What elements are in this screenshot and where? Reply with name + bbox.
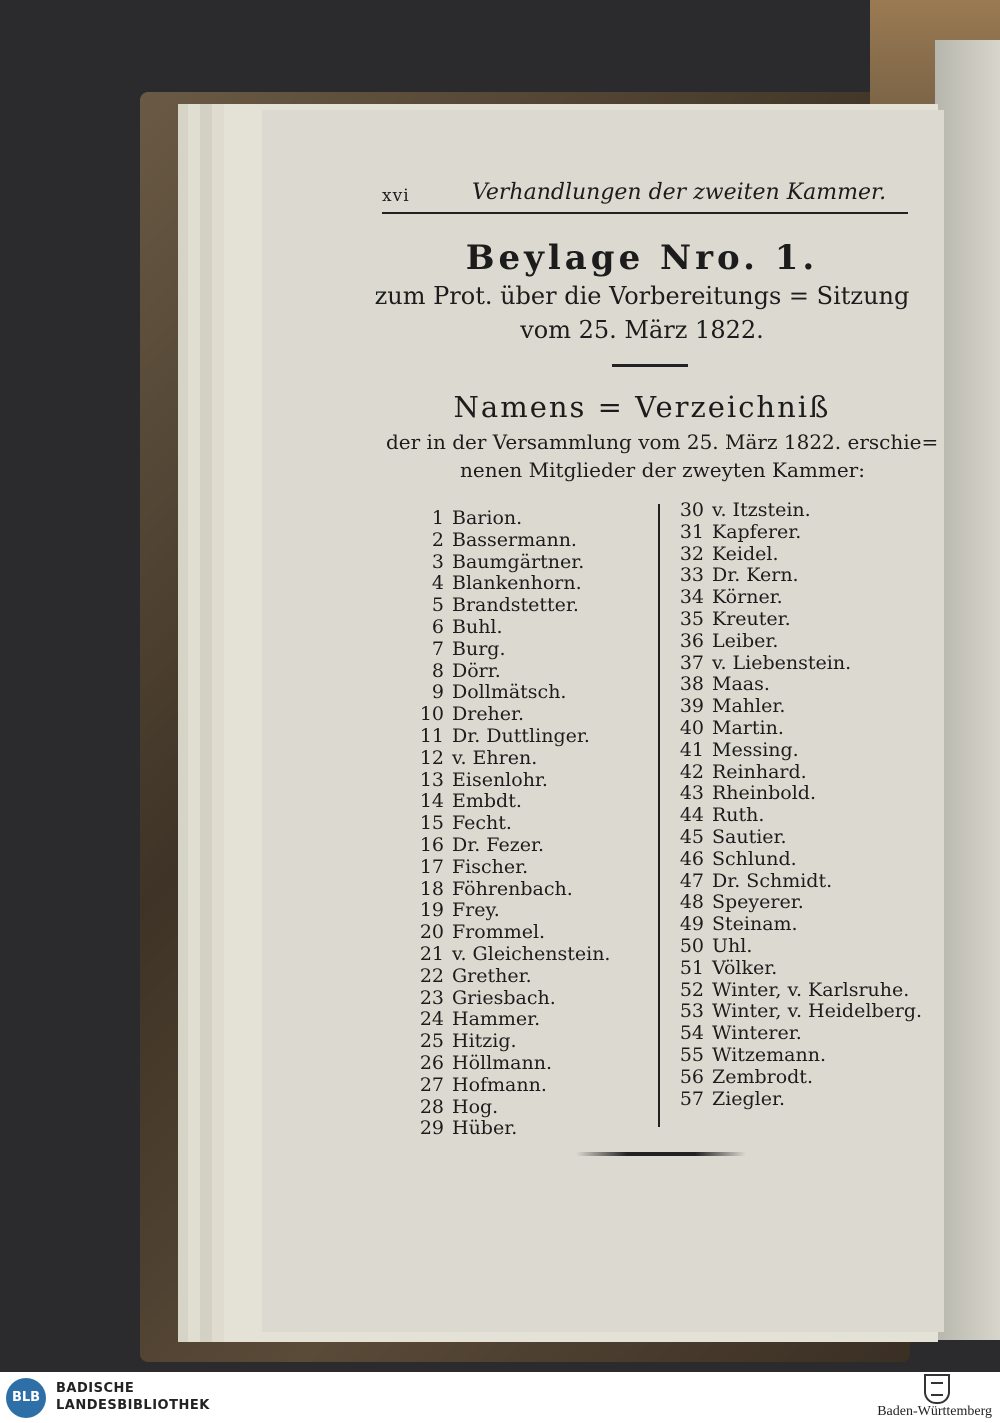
member-entry — [408, 966, 610, 988]
running-title: Verhandlungen der zweiten Kammer. — [472, 180, 887, 205]
library-name-line1: BADISCHE — [56, 1381, 135, 1396]
member-name: Körner. — [712, 586, 783, 609]
member-entry — [408, 770, 610, 792]
member-entry — [668, 565, 922, 587]
member-number: 4 — [431, 572, 444, 595]
member-entry — [408, 595, 610, 617]
member-entry — [668, 718, 922, 740]
member-name: Kapferer. — [712, 520, 802, 543]
member-entry — [668, 1089, 922, 1111]
member-number: 52 — [679, 978, 704, 1001]
member-name: Dreher. — [452, 703, 525, 726]
member-number: 19 — [419, 899, 444, 922]
member-number: 56 — [679, 1065, 704, 1088]
member-number: 40 — [679, 716, 704, 739]
member-name: Speyerer. — [712, 891, 804, 914]
member-number: 53 — [679, 1000, 704, 1023]
member-entry — [408, 1118, 610, 1140]
member-name: Winter, v. Karlsruhe. — [712, 978, 910, 1001]
member-entry — [668, 958, 922, 980]
header-rule — [382, 212, 908, 214]
section-description-line1: der in der Versammlung vom 25. März 1822. erschie= — [386, 430, 939, 454]
section-description-line2: nenen Mitglieder der zweyten Kammer: — [460, 458, 865, 482]
member-entry — [408, 573, 610, 595]
member-number: 38 — [679, 673, 704, 696]
member-number: 5 — [431, 594, 444, 617]
member-entry — [668, 1045, 922, 1067]
blb-logo[interactable]: BLB — [6, 1378, 46, 1418]
member-number: 10 — [419, 703, 444, 726]
member-entry — [408, 835, 610, 857]
member-entry — [408, 857, 610, 879]
member-name: Barion. — [452, 507, 523, 529]
member-number: 15 — [419, 812, 444, 835]
member-entry — [408, 1053, 610, 1075]
member-number: 24 — [419, 1008, 444, 1031]
member-name: Sautier. — [712, 825, 787, 848]
member-entry — [408, 922, 610, 944]
member-number: 3 — [431, 550, 444, 573]
member-number: 22 — [419, 964, 444, 987]
member-name: Kreuter. — [712, 607, 791, 630]
member-entry — [668, 1023, 922, 1045]
appendix-subtitle-line1: zum Prot. über die Vorbereitungs = Sitzung — [374, 282, 910, 310]
member-entry — [668, 1001, 922, 1023]
member-name: Dr. Duttlinger. — [452, 724, 590, 747]
member-name: v. Itzstein. — [712, 499, 811, 521]
member-name: Föhrenbach. — [452, 877, 573, 900]
member-number: 46 — [679, 847, 704, 870]
members-list-right — [668, 500, 922, 1110]
member-entry — [668, 674, 922, 696]
member-name: v. Liebenstein. — [712, 651, 852, 674]
member-number: 9 — [431, 681, 444, 704]
section-heading: Namens = Verzeichniß — [453, 390, 831, 424]
document-page — [262, 110, 944, 1332]
title-divider — [612, 364, 688, 367]
member-entry — [408, 682, 610, 704]
member-name: Rheinbold. — [712, 782, 816, 805]
member-entry — [408, 530, 610, 552]
member-name: Eisenlohr. — [452, 768, 548, 791]
member-name: Keidel. — [712, 542, 779, 565]
member-entry — [408, 639, 610, 661]
member-number: 29 — [419, 1117, 444, 1140]
member-entry — [408, 617, 610, 639]
member-name: Völker. — [712, 956, 778, 979]
member-entry — [408, 1097, 610, 1119]
member-entry — [668, 827, 922, 849]
member-number: 17 — [419, 855, 444, 878]
member-number: 23 — [419, 986, 444, 1009]
member-number: 43 — [679, 782, 704, 805]
page-number: xvi — [382, 186, 410, 206]
member-entry — [668, 631, 922, 653]
member-entry — [668, 892, 922, 914]
member-entry — [668, 762, 922, 784]
member-name: Hitzig. — [452, 1030, 517, 1053]
member-entry — [668, 544, 922, 566]
member-number: 8 — [431, 659, 444, 682]
member-name: Hofmann. — [452, 1073, 547, 1096]
member-name: Frommel. — [452, 921, 546, 944]
member-number: 44 — [679, 804, 704, 827]
member-entry — [668, 936, 922, 958]
member-name: Dr. Fezer. — [452, 833, 544, 856]
member-entry — [408, 508, 610, 530]
member-name: Hammer. — [452, 1008, 541, 1031]
member-number: 14 — [419, 790, 444, 813]
member-name: Burg. — [452, 637, 506, 660]
member-name: Bassermann. — [452, 528, 577, 551]
member-number: 41 — [679, 738, 704, 761]
member-number: 55 — [679, 1043, 704, 1066]
footer-bar — [0, 1372, 1000, 1423]
member-number: 1 — [431, 507, 444, 529]
member-entry — [408, 1009, 610, 1031]
member-entry — [668, 696, 922, 718]
member-entry — [408, 813, 610, 835]
running-header — [382, 180, 942, 216]
member-number: 18 — [419, 877, 444, 900]
member-number: 48 — [679, 891, 704, 914]
member-name: Höllmann. — [452, 1051, 553, 1074]
member-number: 47 — [679, 869, 704, 892]
member-name: Leiber. — [712, 629, 779, 652]
members-list-left — [408, 508, 610, 1140]
member-entry — [408, 748, 610, 770]
member-number: 12 — [419, 746, 444, 769]
member-number: 16 — [419, 833, 444, 856]
member-name: Griesbach. — [452, 986, 556, 1009]
member-name: Fecht. — [452, 812, 512, 835]
member-entry — [408, 726, 610, 748]
member-name: Ziegler. — [712, 1087, 786, 1110]
member-entry — [668, 914, 922, 936]
member-entry — [668, 500, 922, 522]
member-entry — [668, 609, 922, 631]
member-number: 32 — [679, 542, 704, 565]
member-number: 26 — [419, 1051, 444, 1074]
member-number: 35 — [679, 607, 704, 630]
member-number: 20 — [419, 921, 444, 944]
member-number: 49 — [679, 913, 704, 936]
member-entry — [408, 661, 610, 683]
member-number: 36 — [679, 629, 704, 652]
member-number: 34 — [679, 586, 704, 609]
column-divider — [658, 504, 660, 1127]
member-name: Reinhard. — [712, 760, 807, 783]
member-name: Baumgärtner. — [452, 550, 585, 573]
member-name: Zembrodt. — [712, 1065, 813, 1088]
member-number: 21 — [419, 942, 444, 965]
member-entry — [408, 879, 610, 901]
member-entry — [408, 552, 610, 574]
member-number: 57 — [679, 1087, 704, 1110]
appendix-title: Beylage Nro. 1. — [465, 238, 819, 278]
member-entry — [668, 653, 922, 675]
member-name: Schlund. — [712, 847, 797, 870]
member-entry — [668, 805, 922, 827]
member-name: v. Ehren. — [452, 746, 538, 769]
member-entry — [408, 900, 610, 922]
member-number: 28 — [419, 1095, 444, 1118]
member-name: Witzemann. — [712, 1043, 827, 1066]
appendix-subtitle-line2: vom 25. März 1822. — [520, 316, 764, 344]
member-name: Winterer. — [712, 1022, 802, 1045]
member-entry — [668, 783, 922, 805]
member-name: Messing. — [712, 738, 799, 761]
member-name: Buhl. — [452, 615, 503, 638]
member-entry — [668, 522, 922, 544]
member-name: Steinam. — [712, 913, 798, 936]
member-entry — [668, 1067, 922, 1089]
member-entry — [668, 587, 922, 609]
member-name: Frey. — [452, 899, 500, 922]
member-entry — [668, 740, 922, 762]
member-number: 13 — [419, 768, 444, 791]
member-number: 37 — [679, 651, 704, 674]
member-name: Hog. — [452, 1095, 499, 1118]
member-entry — [408, 1075, 610, 1097]
member-number: 50 — [679, 934, 704, 957]
member-entry — [668, 871, 922, 893]
member-name: Embdt. — [452, 790, 522, 813]
member-name: Winter, v. Heidelberg. — [712, 1000, 923, 1023]
member-number: 11 — [419, 724, 444, 747]
member-number: 30 — [679, 499, 704, 521]
member-number: 25 — [419, 1030, 444, 1053]
member-name: Dr. Schmidt. — [712, 869, 833, 892]
member-entry — [408, 988, 610, 1010]
library-name-line2: LANDESBIBLIOTHEK — [56, 1398, 210, 1413]
member-name: Maas. — [712, 673, 770, 696]
member-name: Hüber. — [452, 1117, 518, 1140]
library-name[interactable] — [56, 1380, 210, 1414]
member-name: v. Gleichenstein. — [452, 942, 611, 965]
member-number: 2 — [431, 528, 444, 551]
member-number: 45 — [679, 825, 704, 848]
member-name: Ruth. — [712, 804, 765, 827]
member-number: 27 — [419, 1073, 444, 1096]
member-entry — [408, 791, 610, 813]
member-name: Blankenhorn. — [452, 572, 582, 595]
member-name: Dr. Kern. — [712, 564, 799, 587]
member-name: Brandstetter. — [452, 594, 579, 617]
member-entry — [408, 704, 610, 726]
state-crest-icon — [924, 1374, 950, 1404]
end-ornament — [576, 1152, 746, 1156]
member-number: 33 — [679, 564, 704, 587]
member-entry — [408, 1031, 610, 1053]
member-number: 51 — [679, 956, 704, 979]
facing-page-edge — [935, 40, 1000, 1340]
member-entry — [668, 980, 922, 1002]
state-name: Baden-Württemberg — [877, 1404, 992, 1419]
member-number: 42 — [679, 760, 704, 783]
member-name: Dollmätsch. — [452, 681, 567, 704]
member-number: 31 — [679, 520, 704, 543]
member-number: 39 — [679, 695, 704, 718]
member-name: Mahler. — [712, 695, 786, 718]
member-entry — [408, 944, 610, 966]
member-entry — [668, 849, 922, 871]
member-name: Dörr. — [452, 659, 501, 682]
member-name: Uhl. — [712, 934, 753, 957]
member-name: Fischer. — [452, 855, 529, 878]
member-name: Grether. — [452, 964, 532, 987]
member-name: Martin. — [712, 716, 784, 739]
member-number: 7 — [431, 637, 444, 660]
member-number: 54 — [679, 1022, 704, 1045]
member-number: 6 — [431, 615, 444, 638]
